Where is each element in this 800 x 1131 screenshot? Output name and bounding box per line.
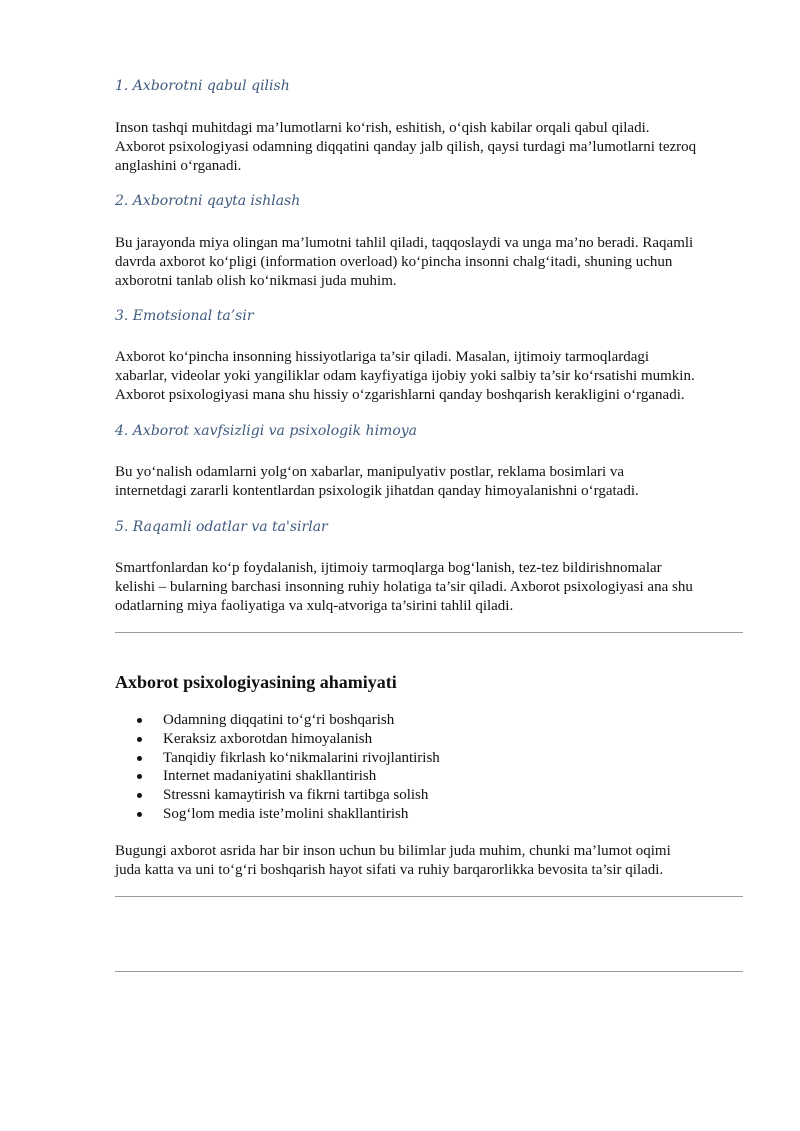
section-1-heading: 1. Axborotni qabul qilish [115,78,290,94]
list-item-text: Odamning diqqatini to‘g‘ri boshqarish [163,712,395,728]
horizontal-rule-1 [115,632,743,633]
section-3-line-2: xabarlar, videolar yoki yangiliklar odam kayfiyatiga ijobiy yoki salbiy ta’sir ko‘rsatishi mumkin. [115,368,695,384]
section-2-line-1: Bu jarayonda miya olingan ma’lumotni tahlil qiladi, taqqoslaydi va unga ma’no beradi. Raqamli [115,235,694,251]
section-3-heading: 3. Emotsional ta’sir [115,308,254,324]
conclusion-paragraph [115,842,743,880]
section-1-line-2: Axborot psixologiyasi odamning diqqatini qanday jalb qilish, qaysi turdagi ma’lumotlarni tezroq [115,139,697,155]
horizontal-rule-2 [115,896,743,897]
section-4-line-2: internetdagi zararli kontentlardan psixologik jihatdan qanday himoyalanishni o‘rgatadi. [115,483,639,499]
list-item [115,749,440,768]
conclusion-line-2: juda katta va uni to‘g‘ri boshqarish hayot sifati va ruhiy barqarorlikka bevosita ta’sir qiladi. [115,862,664,878]
list-item-text: Tanqidiy fikrlash ko‘nikmalarini rivojlantirish [163,749,440,766]
section-5-heading: 5. Raqamli odatlar va ta'sirlar [115,519,328,535]
conclusion-line-1: Bugungi axborot asrida har bir inson uchun bu bilimlar juda muhim, chunki ma’lumot oqimi [115,843,671,859]
section-5-line-1: Smartfonlardan ko‘p foydalanish, ijtimoiy tarmoqlarga bog‘lanish, tez-tez bildirishnomalar [115,560,662,576]
importance-list [115,711,440,824]
bullet-icon [137,718,142,723]
list-item-text: Internet madaniyatini shakllantirish [163,768,377,785]
list-item [115,767,440,786]
section-2-line-3: axborotni tanlab olish ko‘nikmasi juda muhim. [115,273,397,289]
section-4-body [115,463,743,501]
section-4-heading: 4. Axborot xavfsizligi va psixologik himoya [115,423,418,439]
list-item-text: Stressni kamaytirish va fikrni tartibga solish [163,787,429,804]
section-1-line-3: anglashini o‘rganadi. [115,158,242,174]
section-5-line-3: odatlarning miya faoliyatiga va xulq-atvoriga ta’sirini tahlil qiladi. [115,598,514,614]
section-1-line-1: Inson tashqi muhitdagi ma’lumotlarni ko‘rish, eshitish, o‘qish kabilar orqali qabul qiladi. [115,120,650,136]
bullet-icon [137,774,142,779]
list-item-text: Keraksiz axborotdan himoyalanish [163,730,373,747]
section-3-line-1: Axborot ko‘pincha insonning hissiyotlariga ta’sir qiladi. Masalan, ijtimoiy tarmoqlardagi [115,349,650,365]
list-item-text: Sog‘lom media iste’molini shakllantirish [163,805,409,822]
bullet-icon [137,812,142,817]
list-item [115,805,440,824]
section-3-line-3: Axborot psixologiyasi mana shu hissiy o‘zgarishlarni qanday boshqarish kerakligini o‘rganadi. [115,387,685,403]
bullet-icon [137,793,142,798]
section-5-line-2: kelishi – bularning barchasi insonning ruhiy holatiga ta’sir qiladi. Axborot psixologiyasi ana shu [115,579,693,595]
list-item [115,786,440,805]
section-2-body [115,234,743,291]
bullet-icon [137,756,142,761]
list-item [115,730,440,749]
section-2-heading: 2. Axborotni qayta ishlash [115,193,301,209]
section-5-body [115,559,743,616]
section-4-line-1: Bu yo‘nalish odamlarni yolg‘on xabarlar, manipulyativ postlar, reklama bosimlari va [115,464,625,480]
section-3-body [115,348,743,405]
importance-heading: Axborot psixologiyasining ahamiyati [115,672,397,692]
section-1-body [115,119,743,176]
bullet-icon [137,737,142,742]
horizontal-rule-3 [115,971,743,972]
section-2-line-2: davrda axborot ko‘pligi (information overload) ko‘pincha insonni chalg‘itadi, shuning uchun [115,254,673,270]
list-item [115,711,440,730]
